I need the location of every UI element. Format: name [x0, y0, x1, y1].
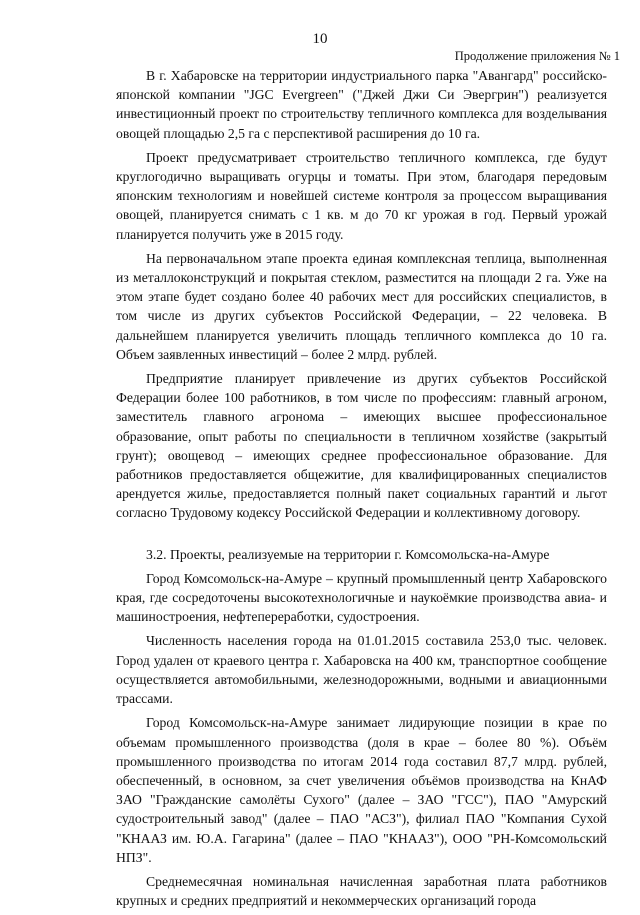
paragraph: На первоначальном этапе проекта единая комплексная теплица, выполненная из металлоконструкций и покрытая стеклом, разместится на площади 2 га. Уже на этом этапе будет создано более 40 рабочих мест для российских специалистов, в том числе из других субъектов Российской Федерации, – 22 человека. В дальнейшем планируется увеличить площадь тепличного комплекса до 10 га. Объем заявленных инвестиций – более 2 млрд. рублей. — [116, 250, 607, 362]
section-heading: 3.2. Проекты, реализуемые на территории г. Комсомольска-на-Амуре — [146, 546, 550, 562]
paragraph: В г. Хабаровске на территории индустриального парка "Авангард" российско-японской компании "JGC Evergreen" ("Джей Джи Си Эвергрин") реализуется инвестиционный проект по строительству тепличного комплекса для возделывания овощей площадью 2,5 га с перспективой расширения до 10 га. — [116, 68, 607, 141]
page-number: 10 — [312, 31, 328, 47]
paragraph: Среднемесячная номинальная начисленная заработная плата работников крупных и средних предприятий и некоммерческих организаций города — [116, 873, 607, 909]
paragraph: Город Комсомольск-на-Амуре – крупный промышленный центр Хабаровского края, где сосредоточены высокотехнологичные и наукоёмкие производства авиа- и машиностроения, нефтепереработки, судостроения. — [116, 570, 607, 625]
paragraph: Город Комсомольск-на-Амуре занимает лидирующие позиции в крае по объемам промышленного производства (доля в крае – более 80 %). Объём промышленного производства по итогам 2014 года составил 87,7 млрд. рублей, обеспеченный, в основном, за счет увеличения объёмов производства на КнАФ ЗАО "Гражданские самолёты Сухого" (далее – ЗАО "ГСС"), ПАО "Амурский судостроительный завод" (далее – ПАО "АСЗ"), филиал ПАО "Компания Сухой "КНААЗ им. Ю.А. Гагарина" (далее – ПАО "КНААЗ"), ООО "РН-Комсомольский НПЗ". — [116, 715, 607, 865]
paragraph: Численность населения города на 01.01.2015 составила 253,0 тыс. человек. Город удален от краевого центра г. Хабаровска на 400 км, транспортное сообщение осуществляется автомобильными, железнодорожными, водными и авиационными трассами. — [116, 633, 607, 707]
document-body — [116, 66, 607, 915]
paragraph: Проект предусматривает строительство тепличного комплекса, где будут круглогодично выращивать огурцы и томаты. При этом, благодаря передовым японским технологиям и новейшей системе контроля за процессом выращивания овощей, планируется снимать с 1 кв. м до 70 кг урожая в год. Первый урожай планируется получить уже в 2015 году. — [116, 149, 607, 242]
paragraph: Предприятие планирует привлечение из других субъектов Российской Федерации более 100 работников, в том числе по профессиям: главный агроном, заместитель главного агронома – имеющих высшее профессиональное образование, опыт работы по специальности в тепличном хозяйстве (закрытый грунт); овощевод – имеющих среднее профессиональное образование. Для работников предоставляется общежитие, для квалифицированных специалистов арендуется жилье, предоставляется полный пакет социальных гарантий и льгот согласно Трудовому кодексу Российской Федерации и коллективному договору. — [116, 371, 607, 521]
appendix-continuation-note: Продолжение приложения № 1 — [454, 49, 620, 63]
